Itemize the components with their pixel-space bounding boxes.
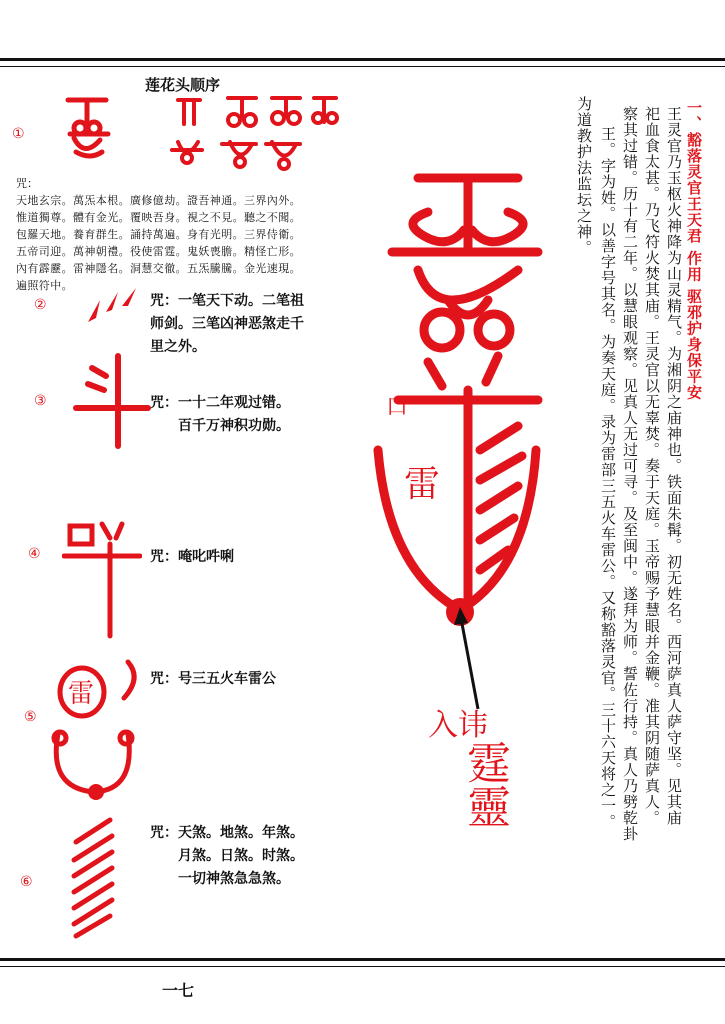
page-number: 一七 — [162, 981, 195, 1000]
mantra-line: 惟道獨尊。體有金光。覆映吾身。視之不見。聽之不聞。 — [16, 211, 301, 224]
mantra-line: 遍照符中。 — [16, 279, 73, 292]
step-5-text: 咒：号三五火车雷公 — [150, 671, 276, 687]
right-column-3: 察其过错。历十有二年。以慧眼观察。见真人无过可寻。及至闽中。遂拜为师。誓佐行持。真人乃劈乾卦 — [621, 106, 639, 842]
right-heading: 一、豁落灵官王天君 作用 驱邪护身保平安 — [685, 100, 703, 401]
lotus-head-sequence-icon — [60, 88, 340, 180]
step-4-text: 咒：唵叱吽唎 — [150, 549, 234, 565]
step-number-1: ① — [12, 126, 25, 142]
right-column-4: 王。字为姓。以善字号其名。为奏天庭。录为雷部三五火车雷公。又称豁落灵官。三十六天将之一。 — [599, 126, 617, 830]
sword-strokes-icon — [66, 812, 120, 942]
mantra-line: 包羅天地。養育群生。誦持萬遍。身有光明。三界侍衛。 — [16, 228, 301, 241]
bottom-border-thick — [0, 958, 725, 961]
right-column-2: 祀血食太甚。乃飞符火焚其庙。王灵官以无辜焚。奏于天庭。玉帝赐予慧眼并金鞭。准其阴随萨真人。 — [643, 106, 661, 826]
mantra-line: 內有霹靂。雷神隱名。洞慧交徹。五炁騰騰。金光速現。 — [16, 262, 301, 275]
arrow-icon — [450, 605, 490, 715]
top-border-thin — [0, 66, 725, 67]
step-number-4: ④ — [28, 546, 41, 562]
step-number-2: ② — [34, 297, 47, 313]
hum-glyph-icon — [62, 516, 142, 640]
mantra-block — [16, 175, 346, 294]
step-number-6: ⑥ — [20, 874, 33, 890]
mantra-heading: 咒： — [16, 177, 38, 190]
right-column-5: 为道教护法监坛之神。 — [575, 96, 593, 256]
step-number-3: ③ — [34, 393, 47, 409]
top-border-thick — [0, 58, 725, 61]
bottom-border-thin — [0, 966, 725, 967]
step-2-text: 咒：一笔天下动。二笔祖 师剑。三笔凶神恶煞走千 里之外。 — [150, 293, 304, 355]
svg-text:口: 口 — [386, 395, 409, 420]
dou-glyph-icon — [72, 350, 152, 450]
svg-text:雷: 雷 — [404, 464, 441, 505]
mantra-line: 五帝司迎。萬神朝禮。役使雷霆。鬼妖喪膽。精怪亡形。 — [16, 245, 301, 258]
svg-text:雷: 雷 — [68, 679, 95, 709]
three-strokes-icon — [82, 286, 142, 326]
step-3-text: 咒：一十二年观过错。 百千万神积功勋。 — [150, 395, 290, 434]
section-title: 莲花头顺序 — [145, 76, 221, 94]
thunder-seal-icon — [38, 658, 146, 804]
annotation-characters: 霆靈 — [459, 740, 510, 828]
annotation-label: 入讳 — [428, 708, 488, 743]
mantra-line: 天地玄宗。萬炁本根。廣修億劫。證吾神通。三界內外。 — [16, 194, 301, 207]
step-number-5: ⑤ — [24, 709, 37, 725]
wang-lingguan-talisman-icon — [368, 150, 548, 630]
step-6-text: 咒：天煞。地煞。年煞。 月煞。日煞。时煞。 一切神煞急急煞。 — [150, 825, 304, 887]
right-column-1: 王灵官乃玉枢火神降为山灵精气。为湘阴之庙神也。铁面朱髯。初无姓名。西河萨真人萨守坚。见其庙 — [665, 106, 683, 826]
